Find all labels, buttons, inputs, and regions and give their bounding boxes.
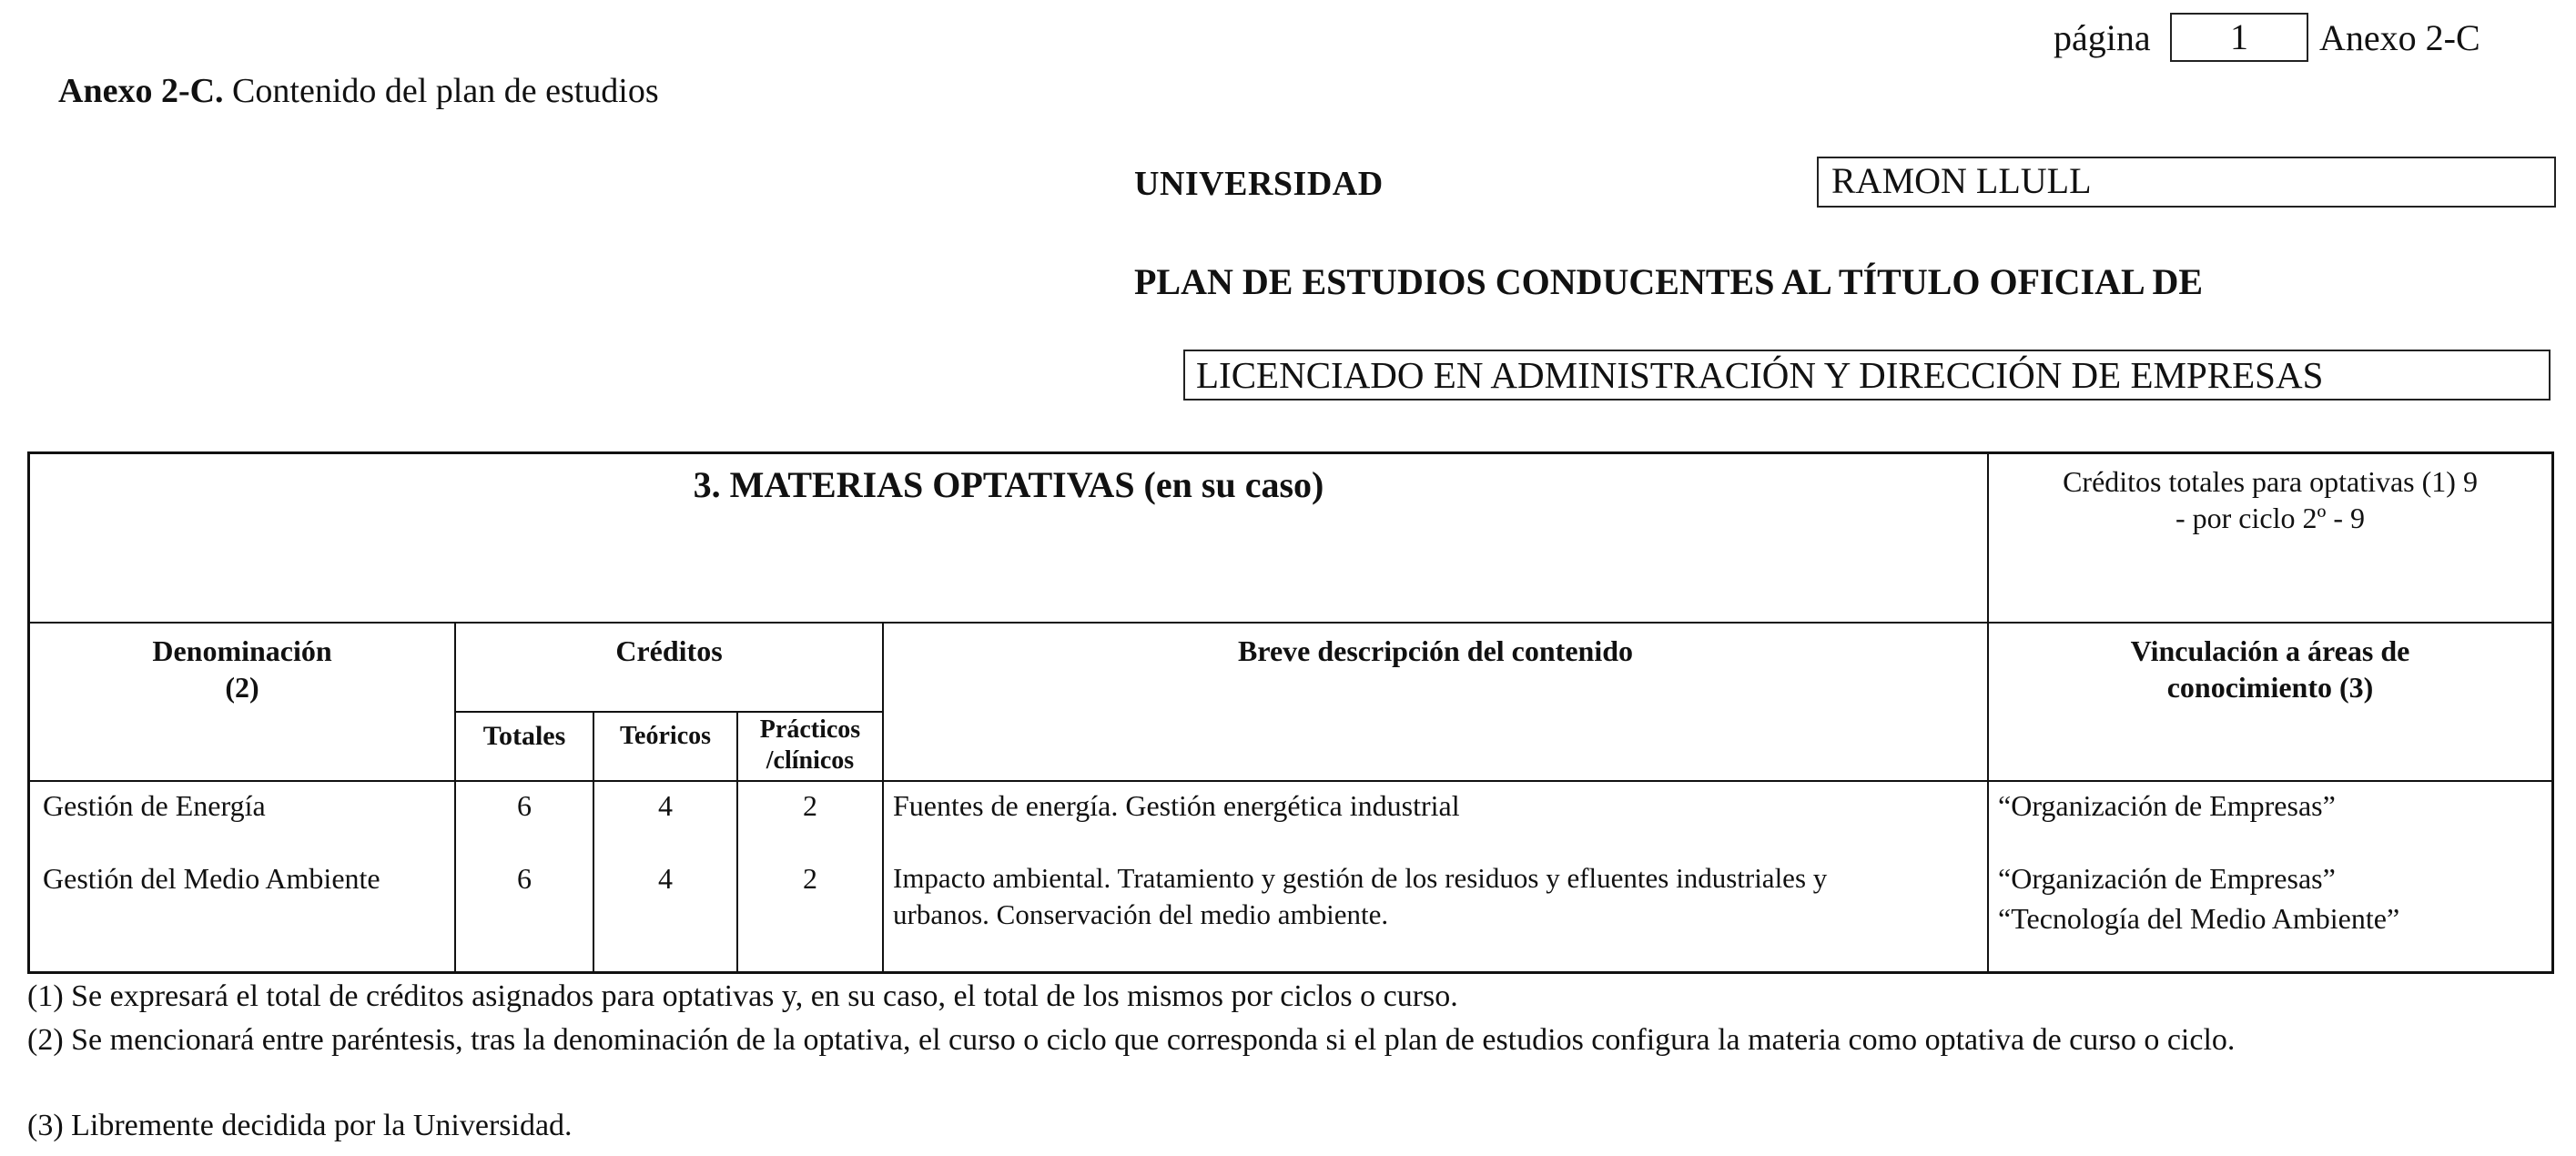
page-label: página	[2054, 17, 2151, 58]
col-denominacion-line2: (2)	[225, 671, 259, 704]
table-rule-v-creditos	[882, 622, 884, 971]
table-rule-creditos-sub	[454, 711, 882, 713]
col-totales: Totales	[482, 721, 566, 751]
col-practicos-line2: /clínicos	[766, 746, 855, 775]
row2-totales: 6	[517, 862, 532, 895]
row2-descripcion-line1: Impacto ambiental. Tratamiento y gestión de los residuos y efluentes industriales y	[893, 862, 1828, 894]
plan-label: PLAN DE ESTUDIOS CONDUCENTES AL TÍTULO OFICIAL DE	[1134, 261, 2204, 302]
table-rule-title	[30, 622, 2551, 624]
footnote-1: (1) Se expresará el total de créditos asignados para optativas y, en su caso, el total de los mismos por ciclos o curso.	[27, 979, 1458, 1013]
col-vinculacion-line1: Vinculación a áreas de	[2130, 634, 2410, 667]
degree-title-box: LICENCIADO EN ADMINISTRACIÓN Y DIRECCIÓN DE EMPRESAS	[1183, 350, 2551, 401]
optional-subjects-table	[27, 451, 2554, 974]
row1-teoricos: 4	[658, 789, 673, 822]
annex-title	[58, 71, 659, 111]
col-practicos-line1: Prácticos	[759, 715, 861, 744]
col-denominacion-line1: Denominación	[152, 634, 332, 667]
annex-title-rest: Contenido del plan de estudios	[223, 72, 659, 110]
row1-denominacion: Gestión de Energía	[43, 789, 266, 822]
table-rule-header	[30, 780, 2551, 782]
row2-descripcion-line2: urbanos. Conservación del medio ambiente.	[893, 898, 1389, 930]
row2-vinculacion-line1: “Organización de Empresas”	[1998, 862, 2336, 895]
page-number-box: 1	[2170, 13, 2308, 62]
row2-teoricos: 4	[658, 862, 673, 895]
table-title: 3. MATERIAS OPTATIVAS (en su caso)	[693, 464, 1324, 505]
row1-descripcion-line1: Fuentes de energía. Gestión energética industrial	[893, 789, 1460, 822]
col-teoricos: Teóricos	[619, 722, 712, 750]
total-credits-line1: Créditos totales para optativas (1) 9	[2063, 465, 2478, 498]
col-vinculacion-line2: conocimiento (3)	[2166, 671, 2374, 704]
footnote-2: (2) Se mencionará entre paréntesis, tras la denominación de la optativa, el curso o ciclo que corresponda si el plan de estudios configura la materia como optativa de curso o ciclo.	[27, 1023, 2236, 1057]
university-label: UNIVERSIDAD	[1134, 165, 1384, 203]
col-creditos: Créditos	[615, 634, 723, 667]
total-credits-line2: - por ciclo 2º - 9	[2175, 502, 2366, 534]
row2-vinculacion-line2: “Tecnología del Medio Ambiente”	[1998, 902, 2400, 935]
annex-code: Anexo 2-C	[2319, 17, 2480, 58]
footnote-3: (3) Libremente decidida por la Universidad.	[27, 1109, 573, 1142]
annex-title-bold: Anexo 2-C.	[58, 72, 224, 110]
row2-denominacion: Gestión del Medio Ambiente	[43, 862, 380, 895]
row1-vinculacion-line1: “Organización de Empresas”	[1998, 789, 2336, 822]
row1-totales: 6	[517, 789, 532, 822]
col-descripcion: Breve descripción del contenido	[1237, 634, 1634, 667]
row2-practicos: 2	[803, 862, 817, 895]
university-value-box: RAMON LLULL	[1817, 157, 2556, 208]
row1-practicos: 2	[803, 789, 817, 822]
